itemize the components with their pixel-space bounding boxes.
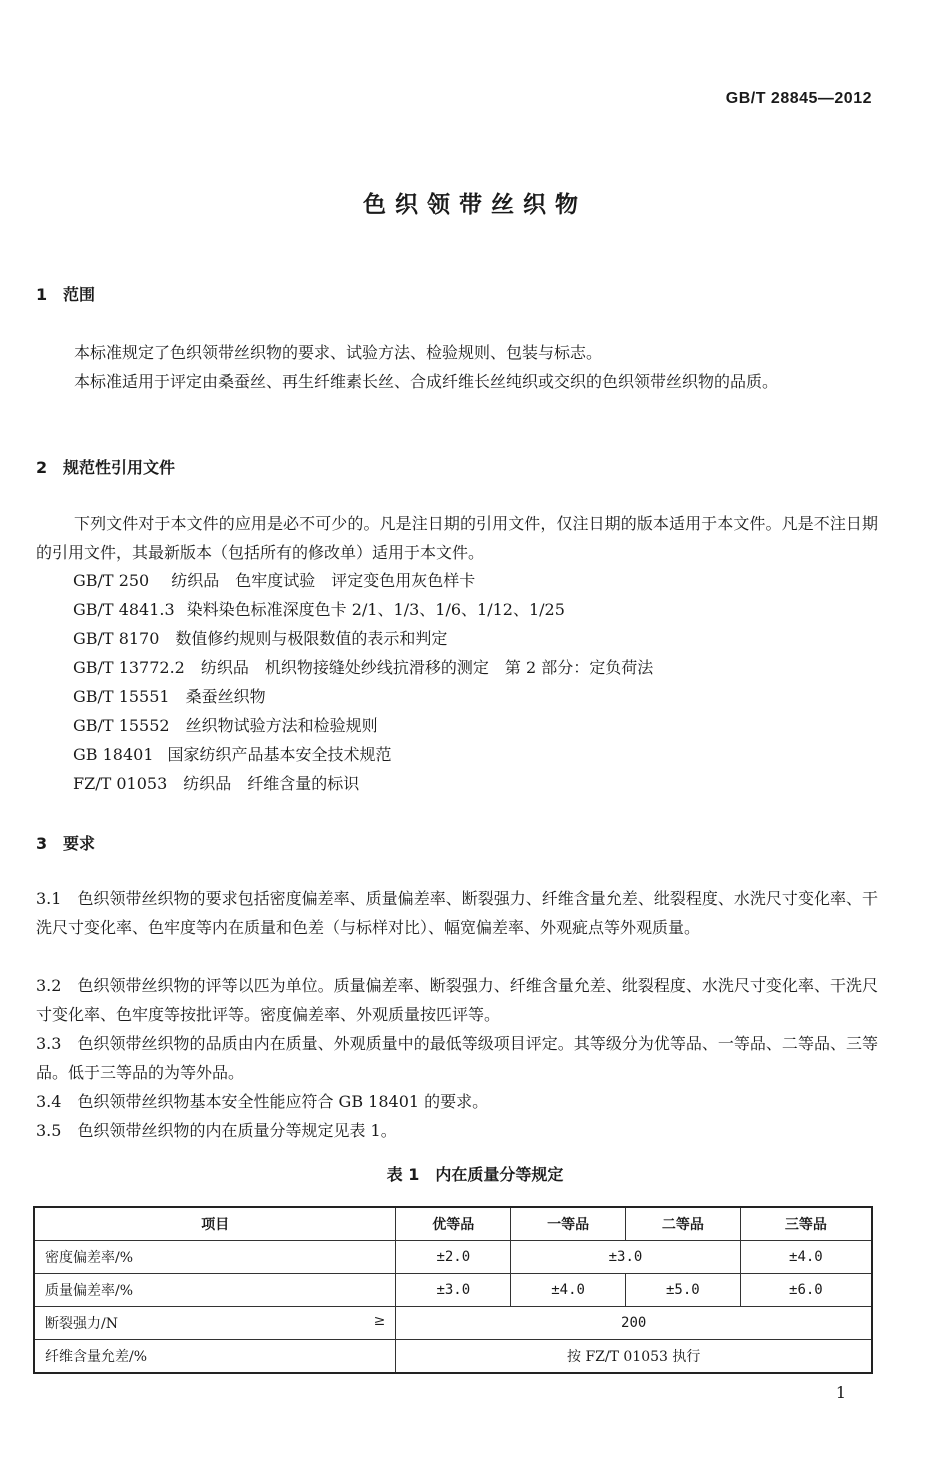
reference-title: 桑蚕丝织物 xyxy=(185,687,266,706)
clause-number: 3.3 xyxy=(36,1034,62,1053)
header-second-grade: 二等品 xyxy=(625,1207,740,1241)
requirement-3-2 xyxy=(36,971,878,1029)
reference-item xyxy=(73,684,266,707)
table-row xyxy=(34,1241,872,1274)
reference-code: GB/T 4841.3 xyxy=(73,600,175,619)
requirement-3-4 xyxy=(36,1087,878,1116)
clause-text: 色织领带丝织物的评等以匹为单位。质量偏差率、断裂强力、纤维含量允差、纰裂程度、水洗尺寸变化率、干洗尺寸变化率、色牢度等按批评等。密度偏差率、外观质量按匹评等。 xyxy=(36,976,878,1024)
reference-item xyxy=(73,655,653,678)
clause-text: 色织领带丝织物基本安全性能应符合 GB 18401 的要求。 xyxy=(77,1092,489,1111)
table-1-quality-grades xyxy=(33,1206,873,1374)
reference-code: GB/T 13772.2 xyxy=(73,658,185,677)
requirement-3-3 xyxy=(36,1029,878,1087)
reference-title: 数值修约规则与极限数值的表示和判定 xyxy=(175,629,448,648)
standard-code: GB/T 28845—2012 xyxy=(725,90,872,107)
section-title: 规范性引用文件 xyxy=(63,458,176,477)
header-first-grade: 一等品 xyxy=(511,1207,626,1241)
cell-first: ±4.0 xyxy=(511,1274,626,1307)
reference-title: 染料染色标准深度色卡 2/1、1/3、1/6、1/12、1/25 xyxy=(186,600,565,619)
section-2-heading xyxy=(36,455,175,478)
requirement-3-5 xyxy=(36,1116,878,1145)
reference-item xyxy=(73,626,447,649)
row-label: 质量偏差率/% xyxy=(34,1274,396,1307)
section-3-heading xyxy=(36,831,95,854)
cell-third: ±6.0 xyxy=(740,1274,872,1307)
reference-title: 纺织品 机织物接缝处纱线抗滑移的测定 第 2 部分：定负荷法 xyxy=(200,658,654,677)
cell-all-grades: 按 FZ/T 01053 执行 xyxy=(396,1340,872,1374)
header-item: 项目 xyxy=(34,1207,396,1241)
cell-premium: ±2.0 xyxy=(396,1241,511,1274)
cell-first-second: ±3.0 xyxy=(511,1241,741,1274)
row-label-cell xyxy=(34,1307,396,1340)
reference-item xyxy=(73,771,359,794)
table-1-caption: 表 1 内在质量分等规定 xyxy=(386,1165,564,1184)
cell-all-grades: 200 xyxy=(396,1307,872,1340)
clause-number: 3.4 xyxy=(36,1092,62,1111)
reference-code: FZ/T 01053 xyxy=(73,774,168,793)
reference-title: 国家纺织产品基本安全技术规范 xyxy=(167,745,392,764)
clause-text: 色织领带丝织物的内在质量分等规定见表 1。 xyxy=(77,1121,397,1140)
section-number: 2 xyxy=(36,458,48,477)
table-row xyxy=(34,1307,872,1340)
requirement-3-1 xyxy=(36,884,878,942)
clause-number: 3.5 xyxy=(36,1121,62,1140)
page-number: 1 xyxy=(835,1383,846,1402)
header-third-grade: 三等品 xyxy=(740,1207,872,1241)
scope-paragraph-1: 本标准规定了色织领带丝织物的要求、试验方法、检验规则、包装与标志。 xyxy=(74,343,603,362)
reference-item xyxy=(73,568,475,591)
references-intro: 下列文件对于本文件的应用是必不可少的。凡是注日期的引用文件，仅注日期的版本适用于本文件。凡是不注日期的引用文件，其最新版本（包括所有的修改单）适用于本文件。 xyxy=(36,514,878,562)
gte-symbol: ≥ xyxy=(373,1313,386,1329)
header-premium: 优等品 xyxy=(396,1207,511,1241)
reference-code: GB/T 15551 xyxy=(73,687,170,706)
clause-text: 色织领带丝织物的要求包括密度偏差率、质量偏差率、断裂强力、纤维含量允差、纰裂程度、水洗尺寸变化率、干洗尺寸变化率、色牢度等内在质量和色差（与标样对比）、幅宽偏差率、外观疵点等外观质量。 xyxy=(36,889,878,937)
reference-title: 纺织品 纤维含量的标识 xyxy=(183,774,360,793)
table-row xyxy=(34,1274,872,1307)
reference-item xyxy=(73,597,565,620)
cell-third: ±4.0 xyxy=(740,1241,872,1274)
reference-title: 丝织物试验方法和检验规则 xyxy=(185,716,378,735)
section-number: 1 xyxy=(36,285,48,304)
row-label: 纤维含量允差/% xyxy=(34,1340,396,1374)
reference-item xyxy=(73,742,392,765)
reference-code: GB/T 8170 xyxy=(73,629,160,648)
row-label: 密度偏差率/% xyxy=(34,1241,396,1274)
reference-code: GB 18401 xyxy=(73,745,154,764)
section-1-heading xyxy=(36,282,95,305)
reference-title: 纺织品 色牢度试验 评定变色用灰色样卡 xyxy=(171,571,476,590)
row-label: 断裂强力/N xyxy=(45,1316,118,1332)
table-row xyxy=(34,1340,872,1374)
section-title: 要求 xyxy=(63,834,96,853)
clause-text: 色织领带丝织物的品质由内在质量、外观质量中的最低等级项目评定。其等级分为优等品、一等品、二等品、三等品。低于三等品的为等外品。 xyxy=(36,1034,878,1082)
clause-number: 3.1 xyxy=(36,889,62,908)
cell-second: ±5.0 xyxy=(625,1274,740,1307)
reference-code: GB/T 15552 xyxy=(73,716,170,735)
reference-item xyxy=(73,713,378,736)
scope-paragraph-2: 本标准适用于评定由桑蚕丝、再生纤维素长丝、合成纤维长丝纯织或交织的色织领带丝织物的品质。 xyxy=(74,372,779,391)
document-title: 色织领带丝织物 xyxy=(363,192,587,218)
reference-code: GB/T 250 xyxy=(73,571,150,590)
section-title: 范围 xyxy=(63,285,96,304)
cell-premium: ±3.0 xyxy=(396,1274,511,1307)
table-header-row xyxy=(34,1207,872,1241)
clause-number: 3.2 xyxy=(36,976,62,995)
section-number: 3 xyxy=(36,834,48,853)
